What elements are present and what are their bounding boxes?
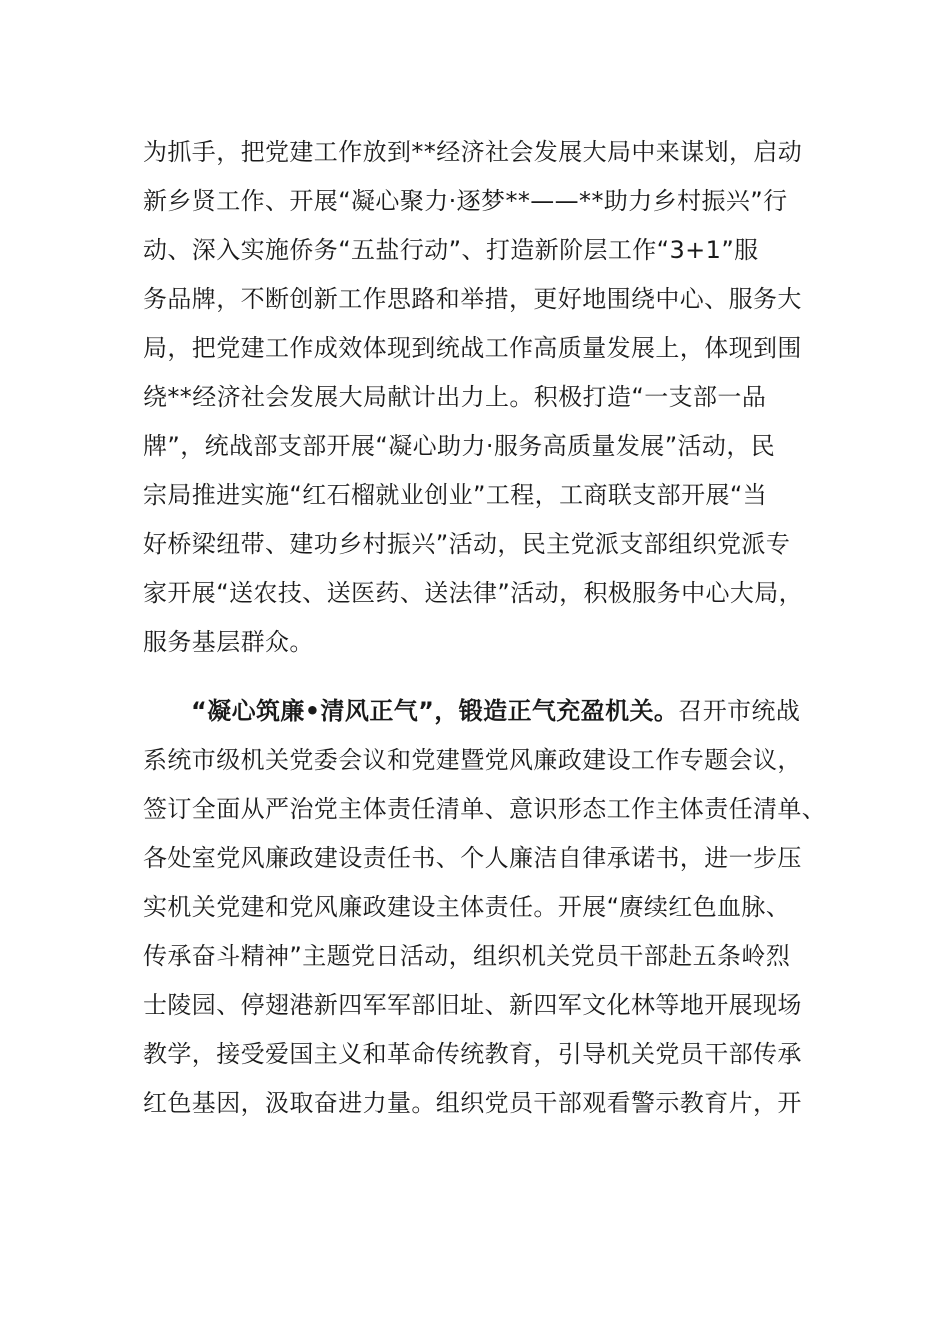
paragraph-line: 红色基因，汲取奋进力量。组织党员干部观看警示教育片，开 xyxy=(143,1089,802,1117)
paragraph-line: 牌”，统战部支部开展“凝心助力·服务高质量发展”活动，民 xyxy=(143,432,776,460)
paragraph-line: 教学，接受爱国主义和革命传统教育，引导机关党员干部传承 xyxy=(143,1040,802,1068)
paragraph-line: 好桥梁纽带、建功乡村振兴”活动，民主党派支部组织党派专 xyxy=(143,530,791,558)
paragraph-line: 实机关党建和党风廉政建设主体责任。开展“赓续红色血脉、 xyxy=(143,893,791,921)
paragraph-line: 传承奋斗精神”主题党日活动，组织机关党员干部赴五条岭烈 xyxy=(143,942,791,970)
paragraph-line: 士陵园、停翅港新四军军部旧址、新四军文化林等地开展现场 xyxy=(143,991,802,1019)
paragraph-text: 召开市统战 xyxy=(678,697,801,725)
paragraph-line: 新乡贤工作、开展“凝心聚力·逐梦**——**助力乡村振兴”行 xyxy=(143,187,788,215)
paragraph-line: 系统市级机关党委会议和党建暨党风廉政建设工作专题会议， xyxy=(143,746,802,774)
paragraph-line: 各处室党风廉政建设责任书、个人廉洁自律承诺书，进一步压 xyxy=(143,844,802,872)
paragraph-line: 绕**经济社会发展大局献计出力上。积极打造“一支部一品 xyxy=(143,383,767,411)
body-paragraph-2 xyxy=(143,687,827,1128)
paragraph-line: 家开展“送农技、送医药、送法律”活动，积极服务中心大局， xyxy=(143,579,804,607)
paragraph-first-line xyxy=(143,687,823,736)
section-heading: “凝心筑廉•清风正气”，锻造正气充盈机关。 xyxy=(191,697,679,725)
body-paragraph-1 xyxy=(143,128,823,667)
paragraph-line: 为抓手，把党建工作放到**经济社会发展大局中来谋划，启动 xyxy=(143,138,803,166)
paragraph-line: 局，把党建工作成效体现到统战工作高质量发展上，体现到围 xyxy=(143,334,802,362)
paragraph-line: 服务基层群众。 xyxy=(143,628,314,656)
paragraph-line: 务品牌，不断创新工作思路和举措，更好地围绕中心、服务大 xyxy=(143,285,802,313)
paragraph-line: 宗局推进实施“红石榴就业创业”工程，工商联支部开展“当 xyxy=(143,481,768,509)
paragraph-line: 签订全面从严治党主体责任清单、意识形态工作主体责任清单、 xyxy=(143,795,827,823)
paragraph-line: 动、深入实施侨务“五盐行动”、打造新阶层工作“3+1”服 xyxy=(143,236,759,264)
